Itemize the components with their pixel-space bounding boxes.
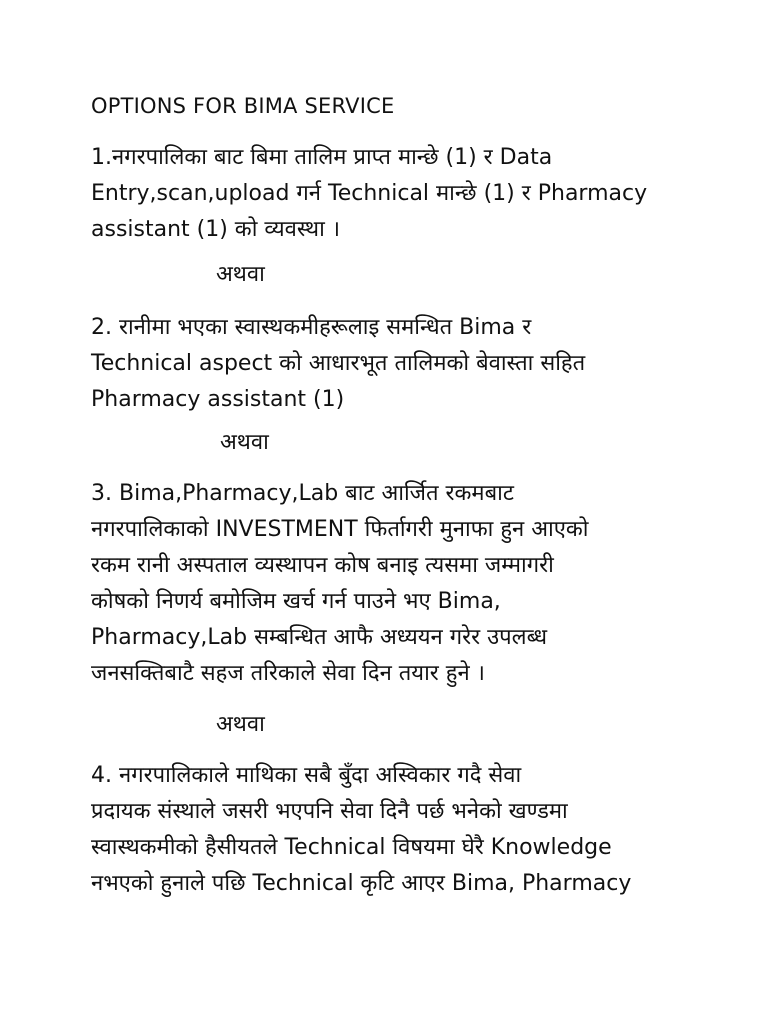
option-3-paragraph [91, 476, 731, 692]
option-2-paragraph [91, 310, 731, 418]
option-4-paragraph [91, 758, 731, 902]
option-3-line: नगरपालिकाको INVESTMENT फिर्तागरी मुनाफा हुन आएको [91, 517, 589, 542]
option-4-line: 4. नगरपालिकाले माथिका सबै बुँदा अस्विकार गदै सेवा [91, 763, 522, 788]
option-3-line: रकम रानी अस्पताल व्यस्थापन कोष बनाइ त्यसमा जम्मागरी [91, 553, 554, 578]
option-3-line: जनसक्तिबाटै सहज तरिकाले सेवा दिन तयार हुने । [91, 661, 485, 686]
option-1-paragraph [91, 140, 731, 248]
option-1-line: assistant (1) को व्यवस्था । [91, 217, 341, 242]
separator-or-2: अथवा [220, 430, 269, 455]
option-4-line: नभएको हुनाले पछि Technical कृटि आएर Bima, Pharmacy [91, 871, 632, 896]
option-4-line: प्रदायक संस्थाले जसरी भएपनि सेवा दिनै पर्छ भनेको खण्डमा [91, 799, 568, 824]
separator-or-1: अथवा [216, 262, 265, 287]
option-2-line: Pharmacy assistant (1) [91, 387, 345, 412]
option-2-line: Technical aspect को आधारभूत तालिमको बेवास्ता सहित [91, 351, 586, 376]
option-3-line: 3. Bima,Pharmacy,Lab बाट आर्जित रकमबाट [91, 481, 514, 506]
option-1-line: Entry,scan,upload गर्न Technical मान्छे (1) र Pharmacy [91, 181, 648, 206]
separator-or-3: अथवा [216, 712, 265, 737]
option-4-line: स्वास्थकमीको हैसीयतले Technical विषयमा घेरै Knowledge [91, 835, 612, 860]
option-3-line: कोषको निणर्य बमोजिम खर्च गर्न पाउने भए Bima, [91, 589, 501, 614]
document-title: OPTIONS FOR BIMA SERVICE [91, 94, 395, 118]
option-3-line: Pharmacy,Lab सम्बन्धित आफै अध्ययन गरेर उपलब्ध [91, 625, 548, 650]
option-1-line: 1.नगरपालिका बाट बिमा तालिम प्राप्त मान्छे (1) र Data [91, 145, 553, 170]
option-2-line: 2. रानीमा भएका स्वास्थकमीहरूलाइ समन्धित Bima र [91, 315, 532, 340]
